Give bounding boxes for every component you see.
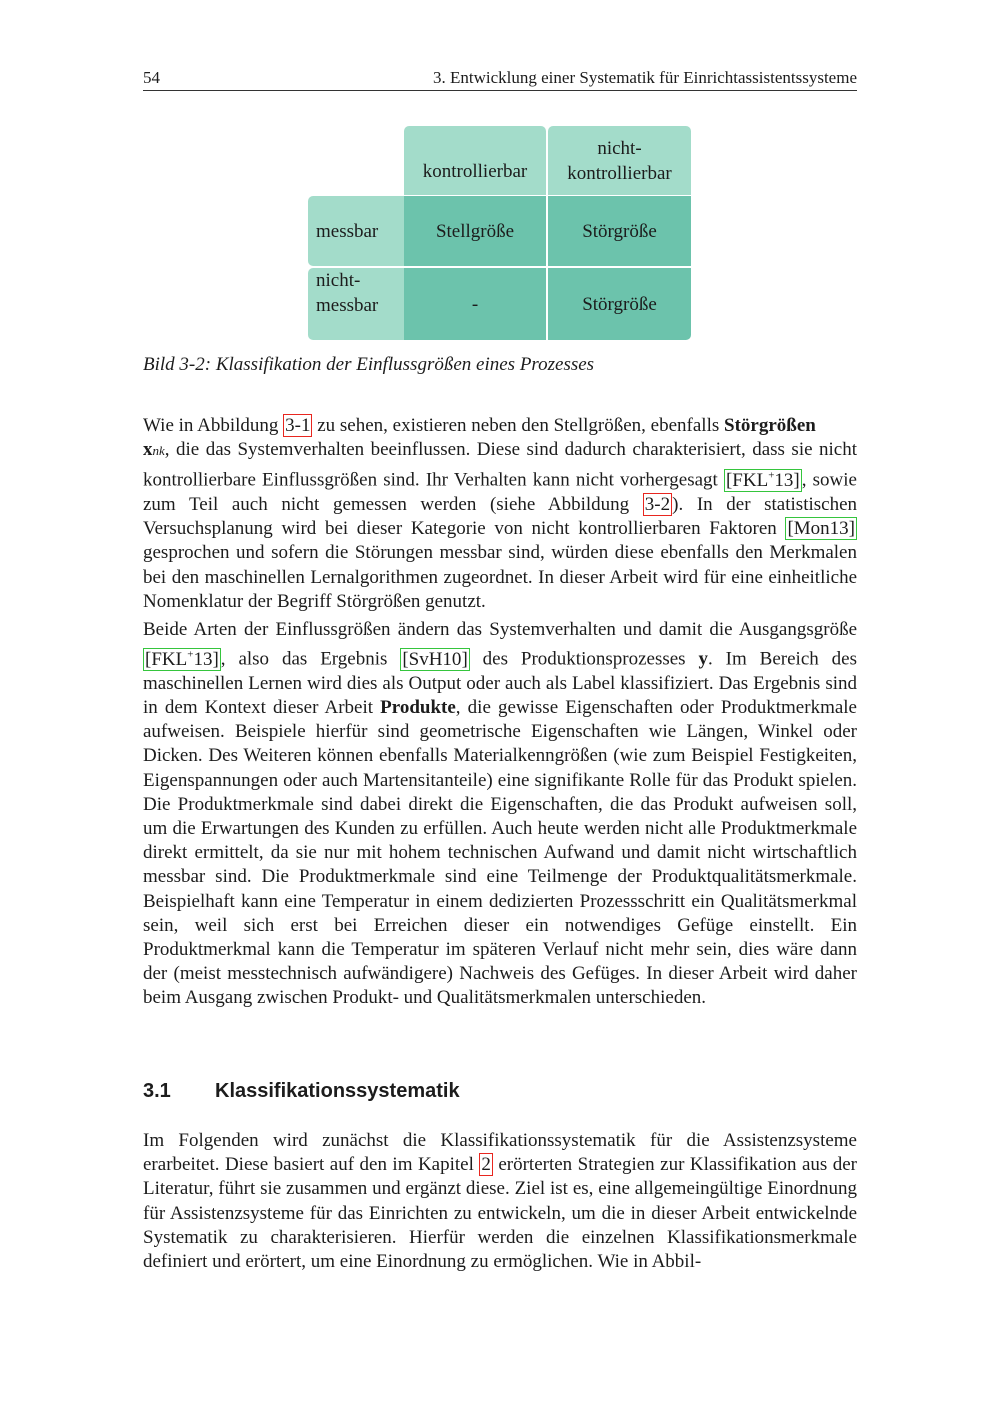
figure-ref-3-2[interactable]: 3-2 <box>644 493 671 515</box>
section-number: 3.1 <box>143 1080 171 1102</box>
col-header-uncontrollable: nicht- kontrollierbar <box>548 126 691 195</box>
paragraph-2: Beide Arten der Einflussgrößen ändern das Systemverhalten und damit die Ausgangsgröße [FKL+13] , also das Ergebnis [SvH10] des Produktionsprozesses y. Im Bereich des maschinellen Lernen wird dies als Output oder auch als Label klassifiziert. Das Ergebnis sind in dem Kontext dieser Arbeit Produkte, die gewisse Eigenschaften oder Produktmerkmale aufweisen. Beispiele hierfür sind geometrische Eigenschaften wie Längen, Winkel oder Dicken. Des Weiteren können ebenfalls Materialkenngrößen (wie zum Beispiel Festigkeiten, Eigenspannungen oder auch Martensitanteile) eine signifikante Rolle für das Produkt spielen. Die Produktmerkmale sind dabei direkt die Eigenschaften, die das Produkt aufweisen soll, um die Erwartungen des Kunden zu erfüllen. Auch heute werden nicht alle Produktmerkmale direkt ermittelt, da sie nur mit hohem technischen Aufwand und damit nicht wirtschaftlich messbar sind. Die Produktmerkmale sind eine Teilmenge der Produktqualitätsmerkmale. Beispielhaft kann eine Temperatur in einem dedizierten Prozessschritt ein Qualitätsmerkmal sein, weil sich erst bei Erreichen dieser ein notwendiges Gefüge einstellt. Ein Produktmerkmal kann die Temperatur im späteren Verlauf nicht mehr sein, dies wäre dann der (meist messtechnisch aufwändigere) Nachweis des Gefüges. In dieser Arbeit wird daher beim Ausgang zwischen Produkt- und Qualitätsmerkmalen unterschieden. <box>143 619 857 1009</box>
citation-fkl13[interactable]: [FKL+13] <box>725 469 800 491</box>
caption-text: : Klassifikation der Einflussgrößen eines Prozesses <box>204 354 595 375</box>
cell-stoergroesse-2: Störgröße <box>548 268 691 340</box>
page-header <box>143 66 857 91</box>
row-label-measurable: messbar <box>308 196 404 266</box>
section-heading <box>143 1080 460 1103</box>
var-y: y <box>698 648 708 670</box>
running-title: 3. Entwicklung einer Systematik für Einrichtassistentssysteme <box>433 68 857 87</box>
figure-ref-3-1[interactable]: 3-1 <box>285 415 311 436</box>
citation-svh10[interactable]: [SvH10] <box>402 648 468 670</box>
chapter-ref-2[interactable]: 2 <box>481 1154 491 1176</box>
citation-mon13[interactable]: [Mon13] <box>787 518 855 540</box>
var-x: x <box>143 439 153 461</box>
caption-label: Bild 3-2 <box>143 354 205 375</box>
cell-stellgroesse: Stellgröße <box>404 196 546 266</box>
col-header-controllable: kontrollierbar <box>404 126 546 195</box>
cell-empty: - <box>404 268 546 340</box>
paragraph-3: Im Folgenden wird zunächst die Klassifikationssystematik für die Assistenzsysteme erarbeitet. Diese basiert auf den im Kapitel 2 erörterten Strategien zur Klassifikation aus der Literatur, führt sie zusammen und ergänzt diese. Ziel ist es, eine allgemeingültige Einordnung für Assistenzsysteme für das Einrichten zu entwickeln, um die in dieser Arbeit entwickelnde Systematik zu charakterisieren. Hierfür werden die einzelnen Klassifikationsmerkmale definiert und erörtert, um eine Einordnung zu ermöglichen. Wie in Abbil- <box>143 1130 857 1273</box>
figure-caption <box>143 354 594 376</box>
section-title: Klassifikationssystematik <box>215 1080 460 1102</box>
paragraph-1: Wie in Abbildung 3-1 zu sehen, existieren neben den Stellgrößen, ebenfalls Störgrößen xnk, die das Systemverhalten beeinflussen. Diese sind dadurch charakterisiert, dass sie nicht kontrollierbare Einflussgrößen sind. Ihr Verhalten kann nicht vorhergesagt [FKL+13] , sowie zum Teil auch nicht gemessen werden (siehe Abbildung 3-2 ). In der statistischen Versuchsplanung wird bei dieser Kategorie von nicht kontrollierbaren Faktoren [Mon13] gesprochen und sofern die Störungen messbar sind, würden diese ebenfalls den Merkmalen bei den maschinellen Lernalgorithmen zugeordnet. In dieser Arbeit wird für eine einheitliche Nomenklatur der Begriff Störgrößen genutzt. <box>143 415 858 612</box>
row-label-unmeasurable: nicht- messbar <box>308 268 404 340</box>
page-number: 54 <box>143 68 160 87</box>
citation-fkl13-2[interactable]: [FKL+13] <box>145 648 219 670</box>
cell-stoergroesse-1: Störgröße <box>548 196 691 266</box>
